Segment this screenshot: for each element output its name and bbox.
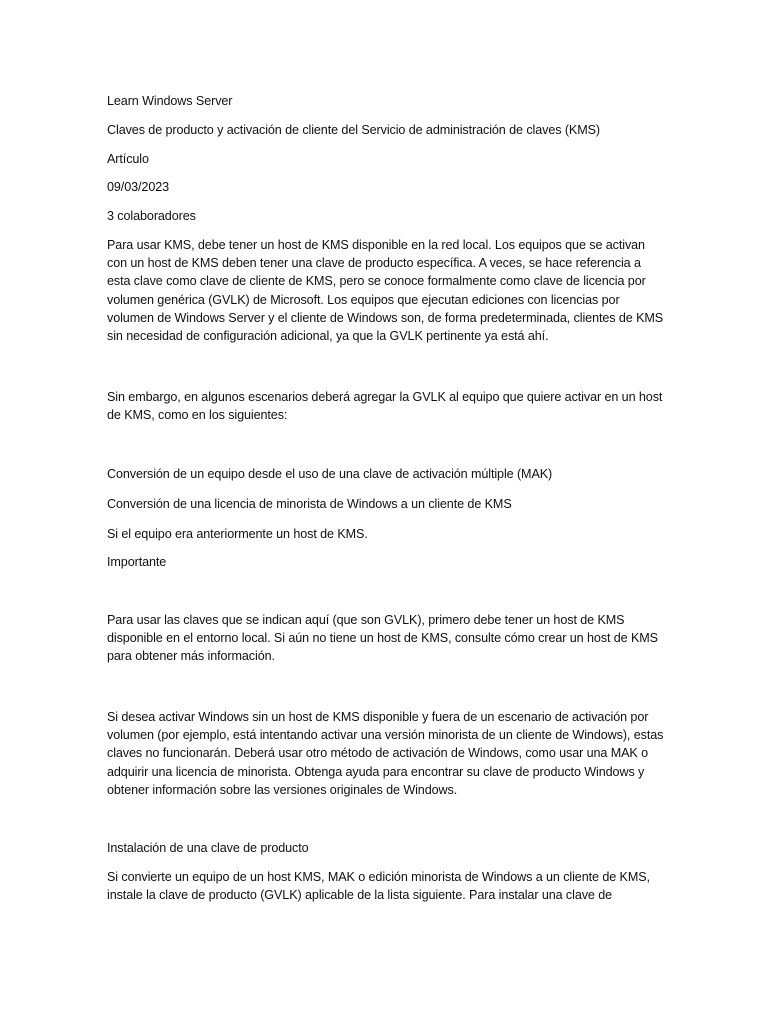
install-section-heading: Instalación de una clave de producto bbox=[107, 841, 309, 855]
doc-type-label: Artículo bbox=[107, 152, 149, 166]
scenarios-intro-paragraph: Sin embargo, en algunos escenarios deberá agregar la GVLK al equipo que quiere activar en un host de KMS, como en los siguientes: bbox=[107, 390, 663, 423]
breadcrumb: Learn Windows Server bbox=[107, 94, 233, 108]
scenario-item: Conversión de una licencia de minorista de Windows a un cliente de KMS bbox=[107, 497, 512, 511]
important-paragraph: Para usar las claves que se indican aquí (que son GVLK), primero debe tener un host de KMS disponible en el entorno local. Si aún no tiene un host de KMS, consulte cómo crear un host de KMS para obtener más información. bbox=[107, 613, 658, 664]
scenario-item: Si el equipo era anteriormente un host de KMS. bbox=[107, 527, 368, 541]
page-title: Claves de producto y activación de cliente del Servicio de administración de claves (KMS) bbox=[107, 123, 600, 137]
install-paragraph: Si convierte un equipo de un host KMS, MAK o edición minorista de Windows a un cliente de KMS, instale la clave de producto (GVLK) aplicable de la lista siguiente. Para instalar una clave de bbox=[107, 870, 650, 903]
retail-activation-paragraph: Si desea activar Windows sin un host de KMS disponible y fuera de un escenario de activación por volumen (por ejemplo, está intentando activar una versión minorista de un cliente de Windows), estas claves no funcionarán. Deberá usar otro método de activación de Windows, como usar una MAK o adquirir una licencia de minorista. Obtenga ayuda para encontrar su clave de producto Windows y obtener información sobre las versiones originales de Windows. bbox=[107, 710, 664, 797]
intro-paragraph: Para usar KMS, debe tener un host de KMS disponible en la red local. Los equipos que se activan con un host de KMS deben tener una clave de producto específica. A veces, se hace referencia a esta clave como clave de cliente de KMS, pero se conoce formalmente como clave de licencia por volumen genérica (GVLK) de Microsoft. Los equipos que ejecutan ediciones con licencias por volumen de Windows Server y el cliente de Windows son, de forma predeterminada, clientes de KMS sin necesidad de configuración adicional, ya que la GVLK pertinente ya está ahí. bbox=[107, 238, 664, 344]
important-label: Importante bbox=[107, 555, 167, 569]
scenario-item: Conversión de un equipo desde el uso de una clave de activación múltiple (MAK) bbox=[107, 467, 553, 481]
contributors-count: 3 colaboradores bbox=[107, 209, 196, 223]
publish-date: 09/03/2023 bbox=[107, 180, 170, 194]
